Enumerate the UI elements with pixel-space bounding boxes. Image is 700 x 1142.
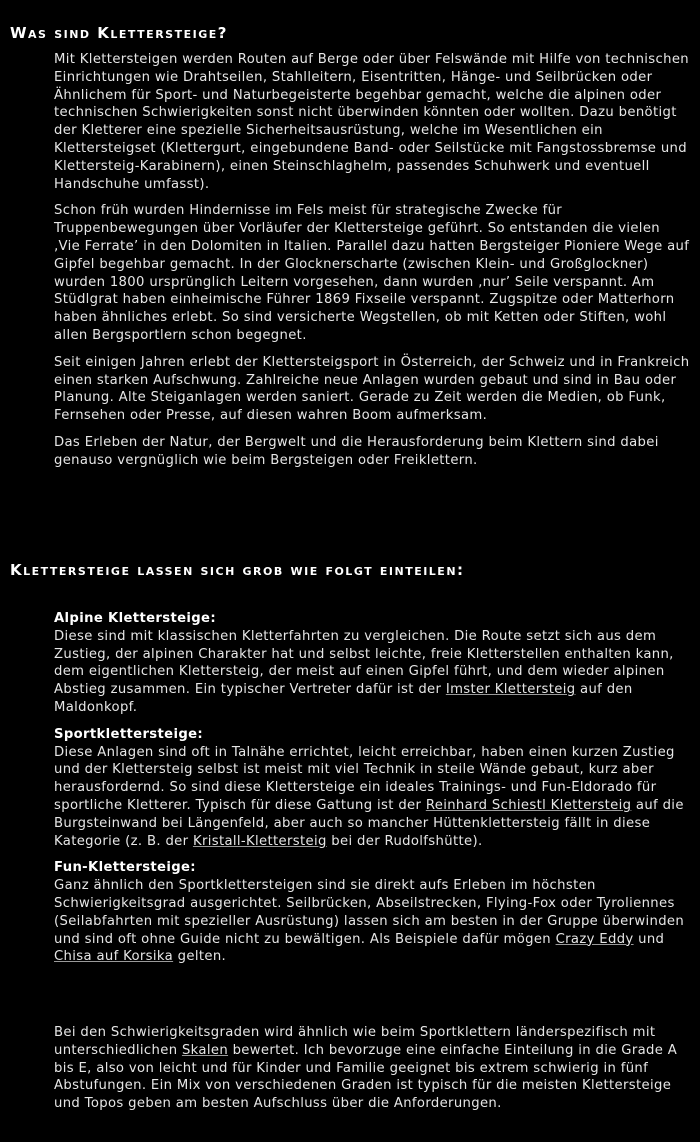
intro-paragraph-3: Seit einigen Jahren erlebt der Klettersteigsport in Österreich, der Schweiz und in Frankreich einen starken Aufschwung. Zahlreiche neue Anlagen wurden gebaut und sind in Bau oder Planung. Alte Steiganlagen werden saniert. Gerade zu Zeit werden die Medien, ob Funk, Fernsehen oder Presse, auf diesen wahren Boom aufmerksam. xyxy=(54,354,690,424)
categories xyxy=(54,610,690,975)
alpine-text-a: Diese sind mit klassischen Kletterfahrten zu vergleichen. Die Route setzt sich aus dem Zustieg, der alpinen Charakter hat und selbst leichte, freie Kletterstellen enthalten kann, dem eigentlichen Klettersteig, der meist auf einen Gipfel führt, und dem wieder alpinen Abstieg zusammen. Ein typischer Vertreter dafür ist der xyxy=(54,628,674,698)
fun-text-c: gelten. xyxy=(173,949,227,965)
sport-text-b: auf die Burgsteinwand bei Längenfeld, aber auch so mancher Hüttenklettersteig fällt in diese Kategorie (z. B. der xyxy=(54,797,684,849)
category-sport-title: Sportklettersteige: xyxy=(54,726,204,742)
closing-text xyxy=(54,1024,690,1122)
alpine-text-b: auf den Maldonkopf. xyxy=(54,682,633,715)
category-sport xyxy=(54,726,690,851)
fun-text-b: und xyxy=(633,931,665,947)
intro-paragraph-2: Schon früh wurden Hindernisse im Fels meist für strategische Zwecke für Truppenbewegungen über Vorläufer der Klettersteige geführt. So entstanden die vielen ‚Vie Ferrate’ in den Dolomiten in Italien. Parallel dazu hatten Bergsteiger Pioniere Wege auf Gipfel begehbar gemacht. In der Glocknerscharte (zwischen Klein- und Großglockner) wurden 1800 ursprünglich Leitern vorgesehen, dann wurden ‚nur’ Seile verspannt. Am Stüdlgrat haben einheimische Führer 1869 Fixseile verspannt. Zugspitze oder Matterhorn haben ähnliches erlebt. So sind versicherte Wegstellen, ob mit Ketten oder Stiften, wohl allen Bergsportlern schon begegnet. xyxy=(54,203,690,343)
intro-paragraph-4: Das Erleben der Natur, der Bergwelt und die Herausforderung beim Klettern sind dabei genauso vergnüglich wie beim Bergsteigen oder Freiklettern. xyxy=(54,434,659,468)
crazy-eddy-link[interactable]: Crazy Eddy xyxy=(555,931,634,947)
chisa-auf-korsika-link[interactable]: Chisa auf Korsika xyxy=(54,949,174,965)
category-alpine xyxy=(54,610,690,717)
heading-was-sind-klettersteige: Was sind Klettersteige? xyxy=(10,24,228,42)
closing-paragraph xyxy=(54,1024,690,1113)
category-fun-text xyxy=(54,877,690,966)
reinhard-schiestl-link[interactable]: Reinhard Schiestl Klettersteig xyxy=(425,797,632,813)
heading-einteilung: Klettersteige lassen sich grob wie folgt einteilen: xyxy=(10,561,465,579)
closing-text-a: Bei den Schwierigkeitsgraden wird ähnlich wie beim Sportklettern länderspezifisch mit unterschiedlichen xyxy=(54,1025,656,1058)
kristall-klettersteig-link[interactable]: Kristall-Klettersteig xyxy=(192,833,327,849)
category-fun-title: Fun-Klettersteige: xyxy=(54,860,196,876)
closing-text-b: bewertet. Ich bevorzuge eine einfache Einteilung in die Grade A bis E, also von leicht und für Kinder und Familie geeignet bis extrem schwierig in fünf Abstufungen. Ein Mix von verschiedenen Graden ist typisch für die meisten Klettersteige und Topos geben am besten Aufschluss über die Anforderungen. xyxy=(54,1042,678,1112)
category-alpine-text xyxy=(54,628,690,717)
category-alpine-title: Alpine Klettersteige: xyxy=(54,611,216,626)
sport-text-a: Diese Anlagen sind oft in Talnähe errichtet, leicht erreichbar, haben einen kurzen Zustieg und der Klettersteig selbst ist meist mit viel Technik in steile Wände gebaut, kurz aber herausfordernd. So sind diese Klettersteige ein ideales Trainings- und Fun-Eldorado für sportliche Kletterer. Typisch für diese Gattung ist der xyxy=(54,744,675,813)
intro-text xyxy=(54,51,690,479)
sport-text-c: bei der Rudolfshütte). xyxy=(326,833,483,849)
fun-text-a: Ganz ähnlich den Sportklettersteigen sind sie direkt aufs Erleben im höchsten Schwierigkeitsgrad ausgerichtet. Seilbrücken, Abseilstrecken, Flying-Fox oder Tyroliennes (Seilabfahrten mit spezieller Ausrüstung) lassen sich am besten in der Gruppe überwinden und sind oft ohne Guide nicht zu bewältigen. Als Beispiele dafür mögen xyxy=(54,878,685,947)
imster-klettersteig-link[interactable]: Imster Klettersteig xyxy=(445,682,576,698)
category-sport-text xyxy=(54,744,690,851)
intro-paragraph-1: Mit Klettersteigen werden Routen auf Berge oder über Felswände mit Hilfe von technischen Einrichtungen wie Drahtseilen, Stahlleitern, Eisentritten, Hänge- und Seilbrücken oder Ähnlichem für Sport- und Naturbegeisterte begehbar gemacht, welche die alpinen oder technischen Schwierigkeiten sonst nicht überwinden könnten oder wollten. Dazu benötigt der Kletterer eine spezielle Sicherheitsausrüstung, welche im Wesentlichen ein Klettersteigset (Klettergurt, eingebundene Band- oder Seilstücke mit Fangstossbremse und Klettersteig-Karabinern), einen Steinschlaghelm, passendes Schuhwerk und eventuell Handschuhe umfasst). xyxy=(54,52,690,192)
skalen-link[interactable]: Skalen xyxy=(181,1042,229,1058)
category-fun xyxy=(54,859,690,966)
